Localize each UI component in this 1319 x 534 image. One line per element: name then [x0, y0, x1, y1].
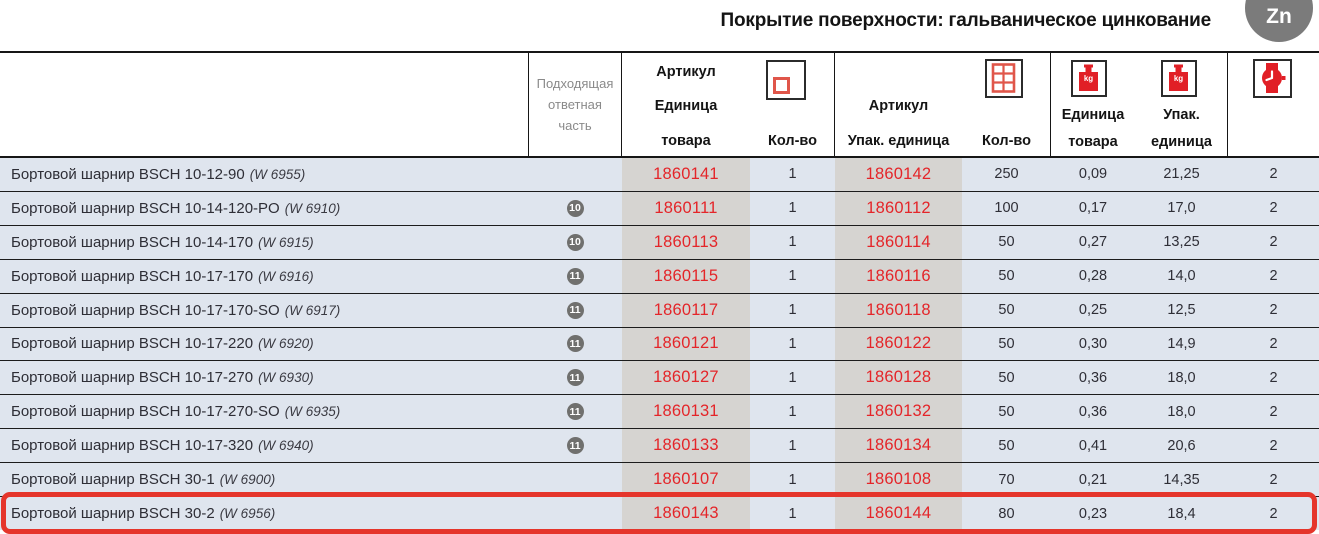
qty-pack-cell: 80 [998, 505, 1015, 522]
product-code-note: (W 6916) [258, 268, 314, 284]
counterpart-badge: 11 [567, 335, 584, 352]
pack-grid-icon [985, 59, 1023, 98]
weight-kg-icon [1071, 60, 1107, 97]
qty-pack-cell: 50 [998, 437, 1015, 454]
table-row [0, 293, 1319, 327]
qty-pack-cell: 50 [998, 369, 1015, 386]
product-code-note: (W 6955) [249, 166, 306, 182]
qty-unit-cell: 1 [788, 471, 797, 488]
weight-pack-cell: 17,0 [1167, 200, 1196, 217]
qty-unit-cell: 1 [788, 335, 797, 352]
counterpart-cell [528, 260, 622, 293]
article-pack-cell: 1860132 [835, 395, 962, 428]
weight-pack-cell: 18,4 [1167, 505, 1196, 522]
counterpart-cell [528, 395, 622, 428]
article-pack-cell: 1860144 [835, 497, 962, 530]
qty-pack-cell: 50 [998, 403, 1015, 420]
qty-unit-cell: 1 [788, 166, 797, 183]
product-code-note: (W 6917) [284, 302, 341, 318]
header-article-unit-1: Артикул [656, 64, 716, 80]
delivery-cell: 2 [1269, 505, 1278, 522]
counterpart-cell [528, 497, 622, 530]
article-unit-cell: 1860143 [622, 497, 750, 530]
product-name-cell [0, 158, 528, 191]
counterpart-badge: 11 [567, 268, 584, 285]
delivery-cell: 2 [1269, 268, 1278, 285]
weight-unit-cell: 0,25 [1078, 302, 1108, 319]
header-article-pack-1: Артикул [868, 98, 929, 114]
counterpart-cell [528, 328, 622, 361]
qty-pack-cell: 70 [998, 471, 1015, 488]
zinc-coating-badge [1245, 0, 1313, 42]
qty-unit-cell: 1 [788, 403, 797, 420]
counterpart-cell [528, 226, 622, 259]
product-name: Бортовой шарнир BSCH 10-17-170 [11, 267, 254, 285]
weight-unit-cell: 0,23 [1078, 505, 1108, 522]
qty-unit-cell: 1 [788, 437, 797, 454]
counterpart-badge: 11 [567, 302, 584, 319]
weight-unit-cell: 0,27 [1078, 234, 1108, 251]
watch-icon [1253, 59, 1292, 98]
delivery-cell: 2 [1269, 437, 1278, 454]
weight-unit-cell: 0,28 [1078, 268, 1108, 285]
product-code-note: (W 6935) [284, 404, 341, 420]
product-name: Бортовой шарнир BSCH 10-17-220 [11, 335, 254, 353]
weight-pack-cell: 20,6 [1167, 437, 1196, 454]
qty-pack-cell: 50 [998, 234, 1015, 251]
counterpart-cell [528, 294, 622, 327]
article-unit-cell: 1860107 [622, 463, 750, 496]
product-code-note: (W 6930) [258, 370, 314, 386]
article-pack-cell: 1860112 [835, 192, 962, 225]
counterpart-line2: ответная [548, 97, 602, 112]
counterpart-cell [528, 361, 622, 394]
article-pack-cell: 1860142 [835, 158, 962, 191]
header-article-unit-2: Единица [654, 98, 718, 114]
table-row [0, 462, 1319, 496]
header-pack-group [835, 53, 1051, 156]
product-name-cell [0, 395, 528, 428]
delivery-cell: 2 [1269, 471, 1278, 488]
counterpart-cell [528, 429, 622, 462]
product-name: Бортовой шарнир BSCH 10-17-270 [11, 369, 254, 387]
weight-unit-cell: 0,17 [1078, 200, 1108, 217]
header-weight-group [1051, 53, 1228, 156]
counterpart-cell [528, 158, 622, 191]
article-pack-cell: 1860108 [835, 463, 962, 496]
article-unit-cell: 1860141 [622, 158, 750, 191]
product-code-note: (W 6920) [258, 336, 314, 352]
table-row [0, 191, 1319, 225]
single-item-icon [766, 60, 806, 100]
header-qty-unit: Кол-во [768, 133, 817, 149]
counterpart-cell [528, 192, 622, 225]
table-row [0, 259, 1319, 293]
product-name: Бортовой шарнир BSCH 10-17-270-SO [11, 403, 280, 421]
table-row [0, 360, 1319, 394]
header-weight-pack-1: Упак. [1163, 107, 1200, 123]
article-pack-cell: 1860122 [835, 328, 962, 361]
product-name-cell [0, 361, 528, 394]
qty-unit-cell: 1 [788, 369, 797, 386]
weight-pack-cell: 13,25 [1163, 234, 1200, 251]
product-name: Бортовой шарнир BSCH 10-12-90 [11, 165, 245, 183]
weight-unit-cell: 0,30 [1078, 335, 1108, 352]
table-row [0, 225, 1319, 259]
zn-badge-label: Zn [1266, 5, 1292, 28]
header-counterpart [528, 53, 622, 156]
qty-pack-cell: 100 [994, 200, 1019, 217]
table-body [0, 158, 1319, 530]
svg-text:kg: kg [1083, 74, 1094, 83]
product-code-note: (W 6956) [219, 506, 276, 522]
product-code-note: (W 6910) [284, 200, 341, 216]
table-row [0, 158, 1319, 191]
product-code-note: (W 6940) [258, 438, 314, 454]
article-unit-cell: 1860111 [622, 192, 750, 225]
product-name: Бортовой шарнир BSCH 30-1 [11, 471, 215, 489]
delivery-cell: 2 [1269, 200, 1278, 217]
weight-pack-cell: 18,0 [1167, 403, 1196, 420]
header-weight-pack-2: единица [1150, 134, 1212, 150]
delivery-cell: 2 [1269, 234, 1278, 251]
table-header [0, 51, 1319, 158]
header-product-column [0, 53, 528, 156]
delivery-cell: 2 [1269, 302, 1278, 319]
svg-text:kg: kg [1173, 74, 1184, 83]
product-name-cell [0, 226, 528, 259]
article-pack-cell: 1860118 [835, 294, 962, 327]
header-article-pack-2: Упак. единица [847, 133, 950, 149]
delivery-cell: 2 [1269, 369, 1278, 386]
counterpart-badge: 11 [567, 437, 584, 454]
product-name: Бортовой шарнир BSCH 10-14-170 [11, 233, 254, 251]
qty-pack-cell: 50 [998, 335, 1015, 352]
product-name: Бортовой шарнир BSCH 10-14-120-PO [11, 199, 280, 217]
qty-pack-cell: 50 [998, 302, 1015, 319]
header-article-unit-3: товара [661, 133, 711, 149]
page-title: Покрытие поверхности: гальваническое цинкование [720, 10, 1211, 31]
delivery-cell: 2 [1269, 335, 1278, 352]
product-name-cell [0, 192, 528, 225]
product-code-note: (W 6915) [258, 234, 314, 250]
qty-pack-cell: 250 [994, 166, 1019, 183]
weight-unit-cell: 0,36 [1078, 369, 1108, 386]
counterpart-badge: 11 [567, 369, 584, 386]
article-pack-cell: 1860114 [835, 226, 962, 259]
article-unit-cell: 1860117 [622, 294, 750, 327]
header-unit-group [622, 53, 835, 156]
weight-unit-cell: 0,09 [1078, 166, 1108, 183]
weight-pack-cell: 12,5 [1167, 302, 1196, 319]
article-unit-cell: 1860113 [622, 226, 750, 259]
qty-unit-cell: 1 [788, 302, 797, 319]
product-name: Бортовой шарнир BSCH 10-17-320 [11, 437, 254, 455]
header-weight-unit-2: товара [1068, 134, 1118, 150]
counterpart-badge: 10 [567, 234, 584, 251]
counterpart-cell [528, 463, 622, 496]
header-weight-unit-1: Единица [1061, 107, 1125, 123]
weight-pack-cell: 21,25 [1163, 166, 1200, 183]
counterpart-badge: 10 [567, 200, 584, 217]
qty-unit-cell: 1 [788, 200, 797, 217]
weight-pack-cell: 14,9 [1167, 335, 1196, 352]
counterpart-badge: 11 [567, 403, 584, 420]
article-unit-cell: 1860121 [622, 328, 750, 361]
qty-pack-cell: 50 [998, 268, 1015, 285]
weight-unit-cell: 0,41 [1078, 437, 1108, 454]
header-delivery-group [1228, 53, 1319, 156]
article-unit-cell: 1860133 [622, 429, 750, 462]
product-name-cell [0, 463, 528, 496]
weight-pack-cell: 14,0 [1167, 268, 1196, 285]
article-unit-cell: 1860115 [622, 260, 750, 293]
qty-unit-cell: 1 [788, 505, 797, 522]
product-name-cell [0, 294, 528, 327]
delivery-cell: 2 [1269, 166, 1278, 183]
delivery-cell: 2 [1269, 403, 1278, 420]
table-row [0, 496, 1319, 530]
counterpart-line3: часть [558, 118, 592, 133]
qty-unit-cell: 1 [788, 268, 797, 285]
counterpart-line1: Подходящая [536, 76, 614, 91]
article-pack-cell: 1860134 [835, 429, 962, 462]
article-unit-cell: 1860127 [622, 361, 750, 394]
article-unit-cell: 1860131 [622, 395, 750, 428]
weight-unit-cell: 0,36 [1078, 403, 1108, 420]
article-pack-cell: 1860128 [835, 361, 962, 394]
product-name-cell [0, 260, 528, 293]
weight-kg-icon [1161, 60, 1197, 97]
weight-unit-cell: 0,21 [1078, 471, 1108, 488]
product-name: Бортовой шарнир BSCH 10-17-170-SO [11, 301, 280, 319]
article-pack-cell: 1860116 [835, 260, 962, 293]
product-code-note: (W 6900) [219, 472, 276, 488]
table-row [0, 327, 1319, 361]
product-name-cell [0, 328, 528, 361]
product-name: Бортовой шарнир BSCH 30-2 [11, 505, 215, 523]
product-name-cell [0, 429, 528, 462]
table-row [0, 428, 1319, 462]
product-name-cell [0, 497, 528, 530]
weight-pack-cell: 18,0 [1167, 369, 1196, 386]
qty-unit-cell: 1 [788, 234, 797, 251]
weight-pack-cell: 14,35 [1163, 471, 1200, 488]
header-qty-pack: Кол-во [982, 133, 1031, 149]
table-row [0, 394, 1319, 428]
